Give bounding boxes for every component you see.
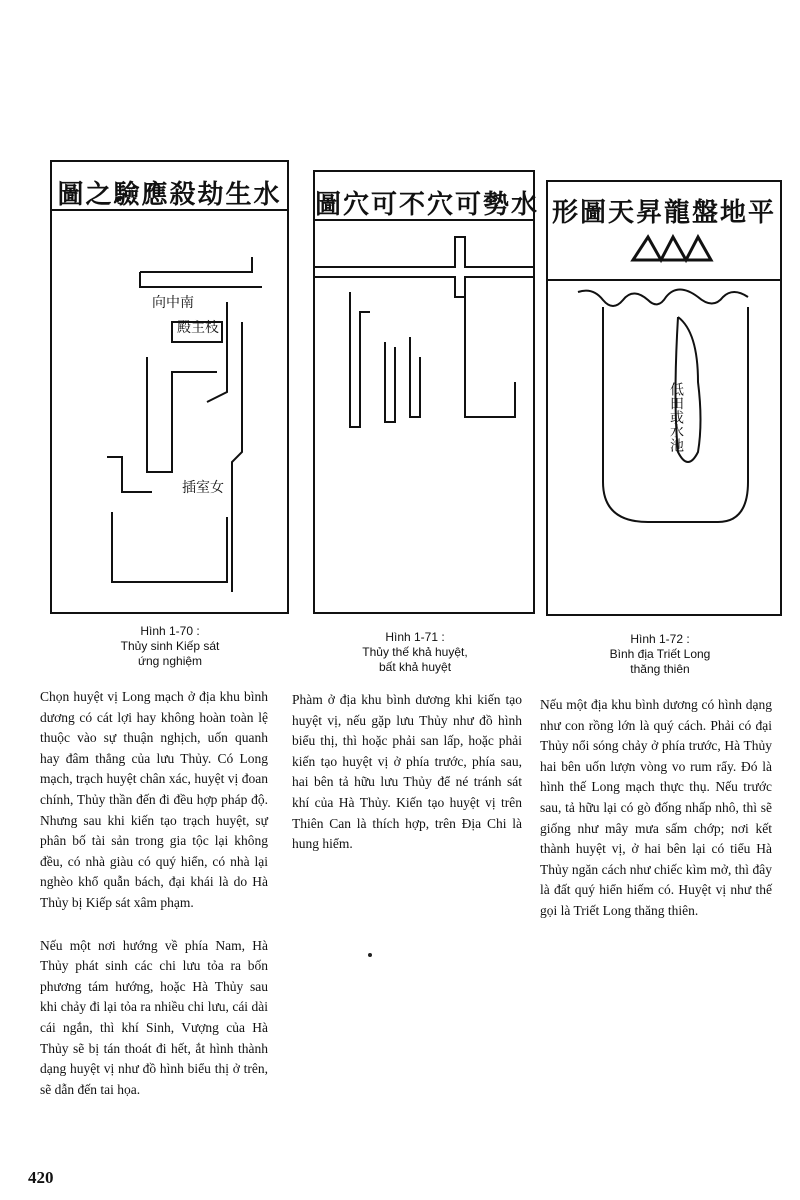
right-column — [540, 695, 772, 944]
left-column — [40, 687, 268, 1122]
figure-2-title: 圖穴可不穴可勢水 — [315, 190, 540, 220]
fig1-label-4: 殿主枝 — [177, 320, 219, 336]
fig1-label-3: 向中南 — [152, 295, 194, 311]
figure-2-caption-line-2: bất khả huyệt — [378, 660, 452, 674]
figure-1-title: 圖之驗應殺劫生水 — [57, 180, 282, 210]
figure-3-map — [546, 180, 782, 616]
middle-column — [292, 690, 522, 877]
figure-1-caption-number: Hình 1-70 : — [140, 624, 200, 638]
figure-2-drawing — [315, 172, 540, 612]
figure-3-caption-number: Hình 1-72 : — [630, 632, 690, 646]
figure-1-caption-line-1: Thủy sinh Kiếp sát — [120, 639, 220, 653]
left-paragraph-1: Chọn huyệt vị Long mạch ở địa khu bình dương có cát lợi hay không hoàn toàn lệ thuộc vào sự thuận nghịch, uốn quanh hay đâm thẳng của lưu Thủy. Có Long mạch, trạch huyệt chân xác, huyệt vị đoan chính, Thủy thần đến đi đều hợp pháp độ. Nhưng sau khi kiến tạo trạch huyệt, sự phân bố tài sản trong gia tộc lại không đều, có nhà giàu có quý hiển, có nhà lại nghèo khổ quẫn bách, đại khái là do Hà Thủy bị Kiếp sát xâm phạm. — [40, 689, 268, 910]
figure-1-caption-line-2: ứng nghiệm — [137, 654, 203, 668]
fig1-label-13: 插室女 — [182, 480, 224, 496]
figure-3-drawing — [548, 182, 780, 614]
figure-2-map — [313, 170, 540, 614]
fig3-label-0: 低田或水池 — [668, 382, 684, 452]
figure-2-caption-line-1: Thủy thế khả huyệt, — [362, 645, 468, 659]
right-paragraph-1: Nếu một địa khu bình dương có hình dạng như con rồng lớn là quý cách. Phải có đại Thủy nổi sóng chảy ở phía trước, Hà Thủy hai bên uốn lượn vòng vo rum rẩy. Đó là hình thế Long mạch thực thụ. Nếu trước sau, tả hữu lại có gò đống nhấp nhô, thì sẽ giống như mây mưa sấm chớp; nơi kết thành huyệt vị, ở hai bên lại có tiểu Hà Thủy ngăn cách như chiếc kìm mở, thì đây là đất quý hiển hiếm có. Huyệt vị như thế gọi là Triết Long thăng thiên. — [540, 697, 772, 918]
page-number: 420 — [28, 1168, 54, 1187]
figure-2-caption-number: Hình 1-71 : — [385, 630, 445, 644]
figure-3-caption — [585, 632, 735, 677]
mountain-icon — [633, 237, 711, 260]
figure-3-title: 形圖天昇龍盤地平 — [551, 198, 776, 228]
figure-3-caption-line-2: thăng thiên — [630, 662, 690, 676]
figure-3-caption-line-1: Bình địa Triết Long — [609, 647, 711, 661]
figure-1-caption — [95, 624, 245, 669]
left-paragraph-2: Nếu một nơi hướng về phía Nam, Hà Thủy phát sinh các chi lưu tỏa ra bốn phương tám hướng, hoặc Hà Thủy sau khi chảy đi lại tỏa ra nhiều chi lưu, cái dài cái ngắn, thì khí Sinh, Vượng của Hà Thủy sẽ bị tán thoát đi hết, ắt hình thành dạng huyệt vị như đồ hình biểu thị ở trên, sẽ dẫn đến tai họa. — [40, 937, 268, 1097]
figure-2-caption — [340, 630, 490, 675]
middle-paragraph-1: Phàm ở địa khu bình dương khi kiến tạo huyệt vị, nếu gặp lưu Thủy như đồ hình biểu thị, thì hoặc phải san lấp, hoặc phải kiến tạo huyệt vị ở phía trước, phía sau, hai bên tả hữu lưu Thủy để né tránh sát khí của Hà Thủy. Kiến tạo huyệt vị trên Thiên Can là thích hợp, trên Địa Chi là hung hiểm. — [292, 692, 522, 852]
stray-mark — [368, 953, 372, 957]
figure-1-drawing — [52, 162, 287, 612]
figure-1-map — [50, 160, 289, 614]
